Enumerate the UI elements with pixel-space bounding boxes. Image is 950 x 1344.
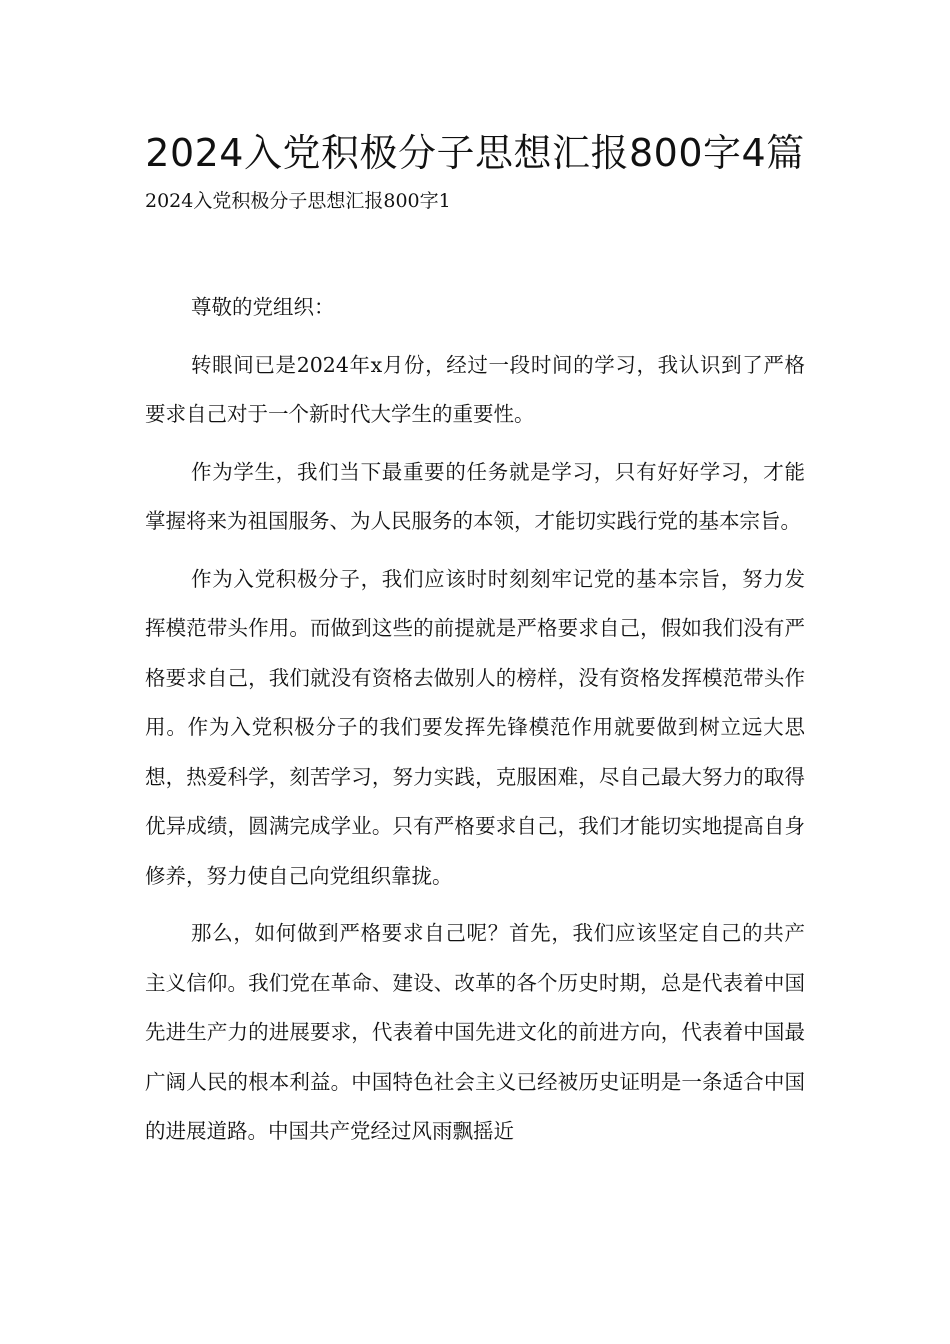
body-paragraph: 那么，如何做到严格要求自己呢？首先，我们应该坚定自己的共产主义信仰。我们党在革命、建设、改革的各个历史时期，总是代表着中国先进生产力的进展要求，代表着中国先进文化的前进方向，代表着中国最广阔人民的根本利益。中国特色社会主义已经被历史证明是一条适合中国的进展道路。中国共产党经过风雨飘摇近 [145,921,805,1143]
greeting-line: 尊敬的党组织： [191,295,335,319]
document-subtitle: 2024入党积极分子思想汇报800字1 [145,190,451,212]
body-paragraph: 转眼间已是2024年x月份，经过一段时间的学习，我认识到了严格要求自己对于一个新时代大学生的重要性。 [145,352,805,426]
document-body [145,283,805,1165]
body-paragraph: 作为学生，我们当下最重要的任务就是学习，只有好好学习，才能掌握将来为祖国服务、为人民服务的本领，才能切实践行党的基本宗旨。 [145,459,805,533]
document-title: 2024入党积极分子思想汇报800字4篇 [145,131,805,175]
body-paragraph: 作为入党积极分子，我们应该时时刻刻牢记党的基本宗旨，努力发挥模范带头作用。而做到这些的前提就是严格要求自己，假如我们没有严格要求自己，我们就没有资格去做别人的榜样，没有资格发挥模范带头作用。作为入党积极分子的我们要发挥先锋模范作用就要做到树立远大思想，热爱科学，刻苦学习，努力实践，克服困难，尽自己最大努力的取得优异成绩，圆满完成学业。只有严格要求自己，我们才能切实地提高自身修养，努力使自己向党组织靠拢。 [145,566,805,888]
